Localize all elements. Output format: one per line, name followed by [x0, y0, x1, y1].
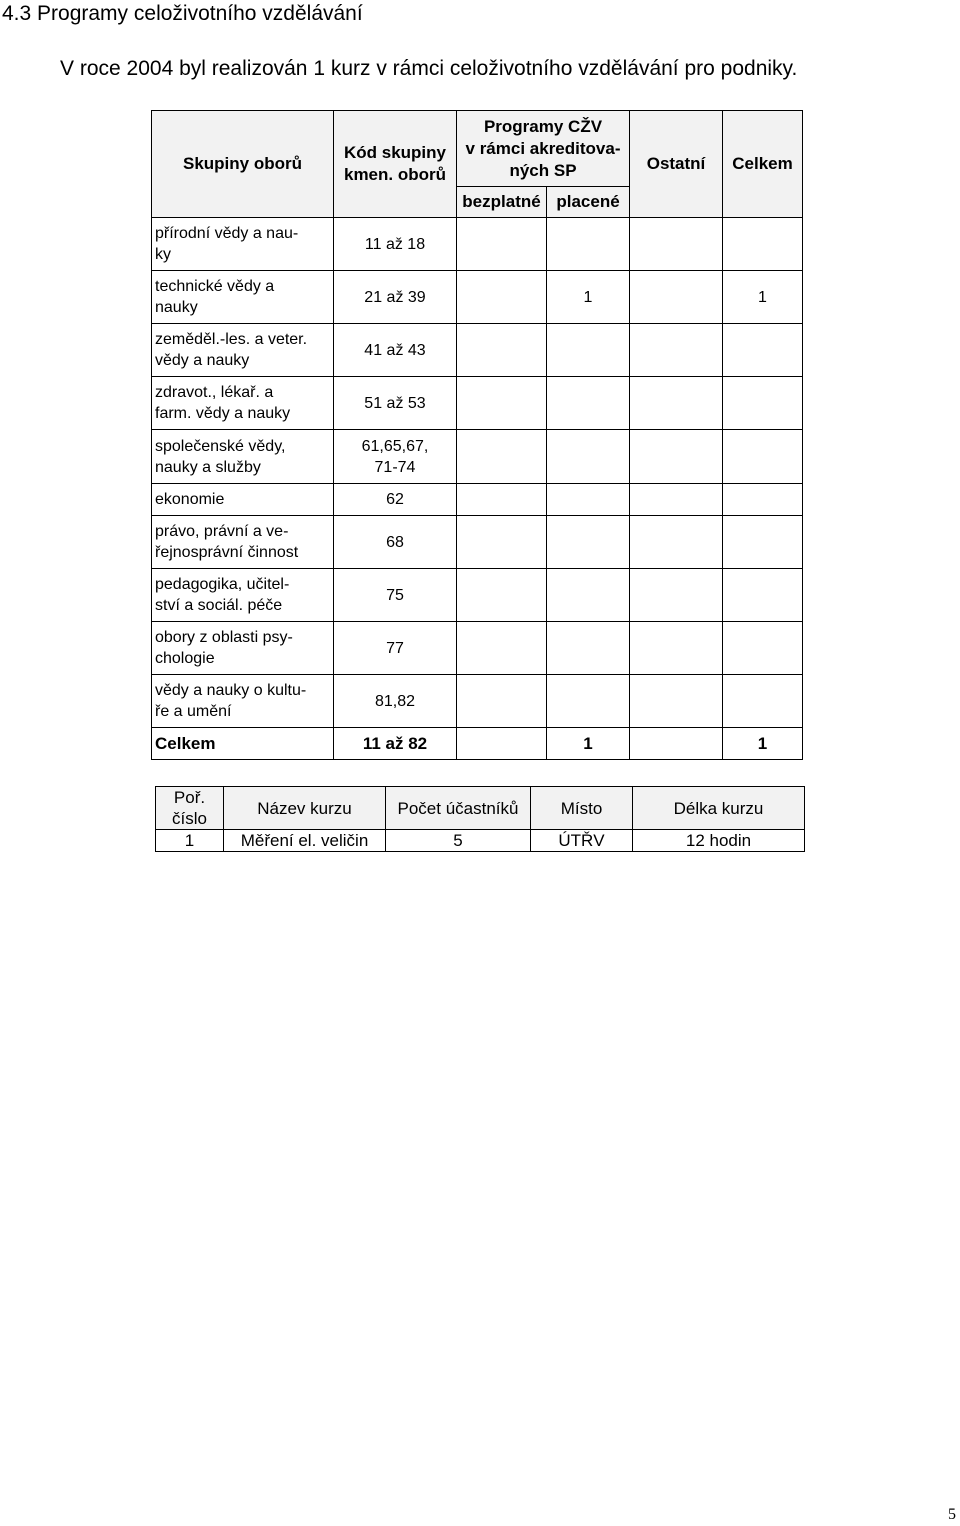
row-name: společenské vědy, nauky a služby: [152, 430, 334, 484]
row-name: zdravot., lékař. a farm. vědy a nauky: [152, 377, 334, 430]
row-placene: 1: [547, 271, 630, 324]
table-row: [152, 377, 803, 430]
row-code: 11 až 18: [334, 218, 457, 271]
header-placene: placené: [547, 187, 630, 218]
row-code: 61,65,67, 71-74: [334, 430, 457, 484]
row-name: právo, právní a ve- řejnosprávní činnost: [152, 516, 334, 569]
cell-pocet: 5: [386, 830, 531, 852]
row-code: 68: [334, 516, 457, 569]
row-code: 81,82: [334, 675, 457, 728]
row-code: 51 až 53: [334, 377, 457, 430]
cell-delka: 12 hodin: [633, 830, 805, 852]
header-programy: Programy CŽV v rámci akreditova- ných SP: [457, 111, 630, 187]
row-code: 62: [334, 484, 457, 516]
cell-por: 1: [156, 830, 224, 852]
section-heading: 4.3 Programy celoživotního vzdělávání: [2, 2, 363, 25]
row-code: 21 až 39: [334, 271, 457, 324]
row-name: obory z oblasti psy- chologie: [152, 622, 334, 675]
header-skupiny: Skupiny oborů: [152, 111, 334, 218]
total-code: 11 až 82: [334, 728, 457, 760]
table-row: [156, 830, 805, 852]
total-row: [152, 728, 803, 760]
table-row: [152, 324, 803, 377]
cell-misto: ÚTŘV: [531, 830, 633, 852]
row-name: vědy a nauky o kultu- ře a umění: [152, 675, 334, 728]
header-por: Poř. číslo: [156, 787, 224, 830]
row-code: 75: [334, 569, 457, 622]
total-celkem: 1: [723, 728, 803, 760]
header-ostatni: Ostatní: [630, 111, 723, 218]
total-placene: 1: [547, 728, 630, 760]
table-row: [152, 569, 803, 622]
header-bezplatne: bezplatné: [457, 187, 547, 218]
row-name: technické vědy a nauky: [152, 271, 334, 324]
table-row: [152, 516, 803, 569]
row-name: pedagogika, učitel- ství a sociál. péče: [152, 569, 334, 622]
page-number: 5: [948, 1506, 956, 1523]
row-celkem: 1: [723, 271, 803, 324]
header-celkem: Celkem: [723, 111, 803, 218]
header-nazev: Název kurzu: [224, 787, 386, 830]
table-row: [152, 218, 803, 271]
table-row: [152, 271, 803, 324]
row-name: přírodní vědy a nau- ky: [152, 218, 334, 271]
row-name: ekonomie: [152, 484, 334, 516]
table-row: [152, 484, 803, 516]
total-label: Celkem: [152, 728, 334, 760]
header-pocet: Počet účastníků: [386, 787, 531, 830]
row-code: 41 až 43: [334, 324, 457, 377]
row-name: zeměděl.-les. a veter. vědy a nauky: [152, 324, 334, 377]
programs-table: [151, 110, 803, 760]
intro-paragraph: V roce 2004 byl realizován 1 kurz v rámci celoživotního vzdělávání pro podniky.: [60, 57, 798, 80]
row-code: 77: [334, 622, 457, 675]
header-kod: Kód skupiny kmen. oborů: [334, 111, 457, 218]
course-table: [155, 786, 805, 852]
cell-nazev: Měření el. veličin: [224, 830, 386, 852]
table-row: [152, 430, 803, 484]
table-row: [152, 622, 803, 675]
header-misto: Místo: [531, 787, 633, 830]
header-delka: Délka kurzu: [633, 787, 805, 830]
table-row: [152, 675, 803, 728]
